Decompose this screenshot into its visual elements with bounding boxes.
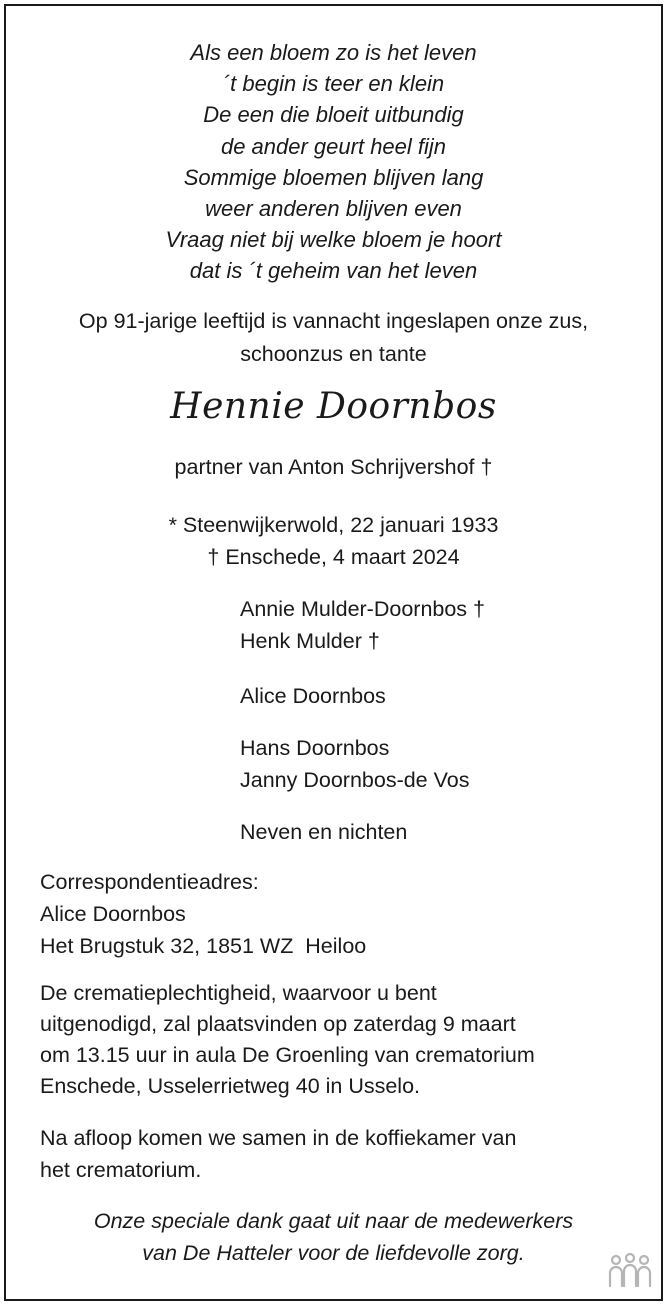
family-member: Janny Doornbos-de Vos	[240, 768, 470, 792]
deceased-name: Hennie Doornbos	[170, 386, 497, 427]
family-member: Annie Mulder-Doornbos †	[240, 597, 485, 621]
after-line: Na afloop komen we samen in de koffiekamer van	[40, 1126, 517, 1150]
poem-line: Sommige bloemen blijven lang	[183, 164, 484, 190]
family-group	[240, 816, 407, 848]
poem-line: weer anderen blijven even	[205, 196, 462, 222]
thanks-note	[6, 1205, 661, 1269]
poem-line: Als een bloem zo is het leven	[190, 40, 477, 65]
after-line: het crematorium.	[40, 1158, 202, 1182]
intro-line: schoonzus en tante	[240, 342, 427, 366]
family-group	[240, 593, 485, 657]
family-group	[240, 732, 469, 796]
death-line: † Enschede, 4 maart 2024	[207, 545, 460, 569]
birth-line: * Steenwijkerwold, 22 januari 1933	[168, 513, 499, 537]
intro-text	[6, 305, 661, 371]
correspondence-address	[40, 866, 641, 962]
ceremony-line: Enschede, Usselerrietweg 40 in Usselo.	[40, 1074, 421, 1098]
poem	[6, 37, 661, 287]
people-group-icon	[607, 1253, 653, 1289]
family-group	[240, 680, 386, 712]
correspondence-street: Het Brugstuk 32, 1851 WZ Heiloo	[40, 934, 367, 958]
correspondence-name: Alice Doornbos	[40, 902, 186, 926]
obituary-card	[4, 4, 663, 1301]
family-member: Alice Doornbos	[240, 684, 386, 708]
family-member: Henk Mulder †	[240, 629, 380, 653]
poem-line: ´t begin is teer en klein	[222, 71, 445, 97]
partner-line: partner van Anton Schrijvershof †	[174, 455, 493, 479]
family-member: Neven en nichten	[240, 820, 408, 844]
poem-line: Vraag niet bij welke bloem je hoort	[165, 227, 502, 253]
correspondence-label: Correspondentieadres:	[40, 870, 259, 894]
thanks-line: Onze speciale dank gaat uit naar de medewerkers	[93, 1209, 574, 1233]
ceremony-line: uitgenodigd, zal plaatsvinden op zaterdag 9 maart	[40, 1012, 516, 1036]
family-member: Hans Doornbos	[240, 736, 390, 760]
ceremony-info	[40, 978, 641, 1102]
life-dates	[6, 509, 661, 573]
poem-line: de ander geurt heel fijn	[220, 133, 447, 159]
ceremony-line: De crematieplechtigheid, waarvoor u bent	[40, 981, 437, 1005]
intro-line: Op 91-jarige leeftijd is vannacht ingeslapen onze zus,	[78, 309, 589, 333]
ceremony-line: om 13.15 uur in aula De Groenling van crematorium	[40, 1043, 535, 1067]
poem-line: dat is ´t geheim van het leven	[189, 258, 478, 284]
poem-line: De een die bloeit uitbundig	[203, 102, 464, 128]
thanks-line: van De Hatteler voor de liefdevolle zorg.	[142, 1241, 525, 1265]
after-ceremony-info	[40, 1122, 641, 1186]
